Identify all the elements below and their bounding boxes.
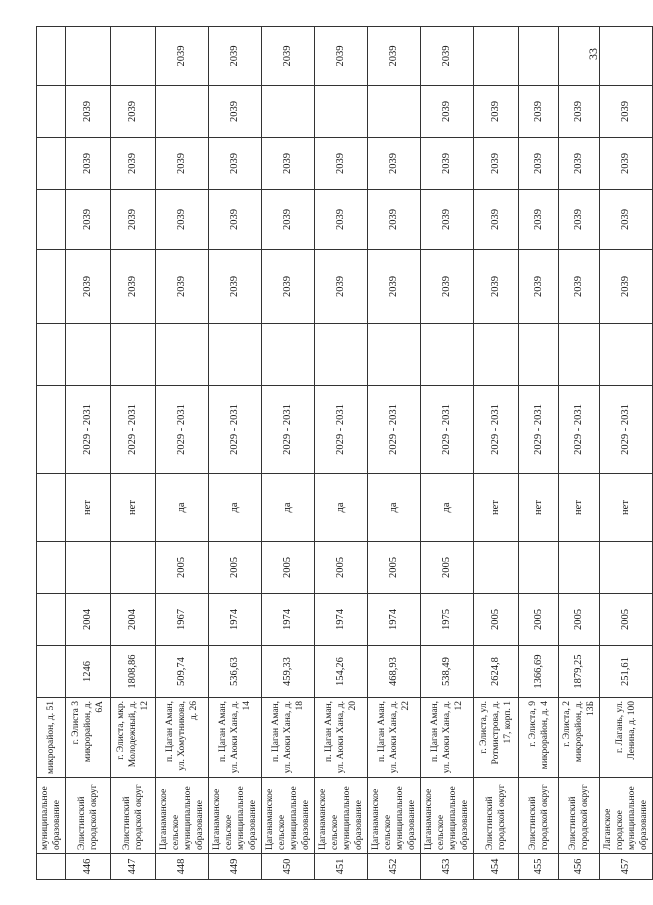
- cell-c5: [37, 86, 66, 138]
- cell-area: 1246: [66, 646, 111, 698]
- cell-mun: Элистинский городской округ: [111, 778, 156, 854]
- cell-c1: [474, 324, 519, 386]
- cell-addr: п. Цаган Аман, ул. Аюки Хана, д. 18: [262, 698, 315, 778]
- cell-c1: [421, 324, 474, 386]
- cell-mun: Цаганаманское сельское муниципальное образование: [262, 778, 315, 854]
- cell-area: 251,61: [600, 646, 653, 698]
- cell-area: 1808,86: [111, 646, 156, 698]
- cell-built: 1974: [315, 594, 368, 646]
- cell-c4: 2039: [315, 138, 368, 190]
- table-row: [262, 27, 315, 880]
- cell-need: нет: [559, 474, 600, 542]
- cell-c5: 2039: [600, 86, 653, 138]
- cell-c3: [37, 190, 66, 250]
- cell-c4: 2039: [559, 138, 600, 190]
- cell-mun: Элистинский городской округ: [66, 778, 111, 854]
- cell-period: 2029 - 2031: [262, 386, 315, 474]
- cell-need: нет: [111, 474, 156, 542]
- cell-mun: Цаганаманское сельское муниципальное образование: [421, 778, 474, 854]
- cell-last: [600, 542, 653, 594]
- cell-c3: 2039: [66, 190, 111, 250]
- cell-c1: [66, 324, 111, 386]
- cell-c3: 2039: [111, 190, 156, 250]
- cell-n: 452: [368, 854, 421, 880]
- table-row: [600, 27, 653, 880]
- cell-mun: Цаганаманское сельское муниципальное образование: [156, 778, 209, 854]
- cell-area: 1879,25: [559, 646, 600, 698]
- cell-built: 1974: [262, 594, 315, 646]
- cell-addr: г. Элиста, ул. Ротмистрова, д. 17, корп. 1: [474, 698, 519, 778]
- cell-need: [37, 474, 66, 542]
- cell-addr: г. Лагань, ул. Ленина, д. 100: [600, 698, 653, 778]
- cell-area: 2624,8: [474, 646, 519, 698]
- cell-c1: [156, 324, 209, 386]
- cell-area: 538,49: [421, 646, 474, 698]
- cell-c5: 2039: [474, 86, 519, 138]
- cell-c6: 2039: [368, 27, 421, 86]
- cell-addr: г. Элиста, мкр. Молодежный, д. 12: [111, 698, 156, 778]
- cell-c6: [111, 27, 156, 86]
- table-row: [559, 27, 600, 880]
- cell-need: да: [209, 474, 262, 542]
- table-row: [421, 27, 474, 880]
- cell-c5: 2039: [421, 86, 474, 138]
- cell-c3: 2039: [368, 190, 421, 250]
- page-number: 33: [586, 48, 600, 60]
- cell-c1: [519, 324, 559, 386]
- cell-n: 454: [474, 854, 519, 880]
- cell-n: 447: [111, 854, 156, 880]
- cell-c6: 2039: [315, 27, 368, 86]
- cell-built: 2004: [111, 594, 156, 646]
- rotated-table-sheet: [36, 27, 649, 880]
- cell-c5: 2039: [209, 86, 262, 138]
- cell-last: 2005: [315, 542, 368, 594]
- cell-n: 455: [519, 854, 559, 880]
- cell-c1: [209, 324, 262, 386]
- cell-c2: 2039: [519, 250, 559, 324]
- cell-last: 2005: [421, 542, 474, 594]
- cell-c3: 2039: [209, 190, 262, 250]
- cell-n: 453: [421, 854, 474, 880]
- cell-c2: 2039: [559, 250, 600, 324]
- cell-need: нет: [474, 474, 519, 542]
- table-row: [37, 27, 66, 880]
- cell-built: 2005: [600, 594, 653, 646]
- cell-area: 1366,69: [519, 646, 559, 698]
- cell-c1: [262, 324, 315, 386]
- cell-c2: 2039: [600, 250, 653, 324]
- cell-c4: 2039: [111, 138, 156, 190]
- cell-need: да: [315, 474, 368, 542]
- cell-c6: [66, 27, 111, 86]
- cell-mun: муниципальное образование: [37, 778, 66, 854]
- cell-c2: 2039: [111, 250, 156, 324]
- cell-period: 2029 - 2031: [421, 386, 474, 474]
- table-row: [315, 27, 368, 880]
- cell-c3: 2039: [421, 190, 474, 250]
- cell-c2: 2039: [421, 250, 474, 324]
- cell-mun: Цаганаманское сельское муниципальное образование: [209, 778, 262, 854]
- cell-area: [37, 646, 66, 698]
- cell-c3: 2039: [559, 190, 600, 250]
- cell-area: 154,26: [315, 646, 368, 698]
- cell-c4: 2039: [474, 138, 519, 190]
- cell-c6: 2039: [262, 27, 315, 86]
- table-row: [519, 27, 559, 880]
- cell-addr: п. Цаган Аман, ул. Аюки Хана, д. 22: [368, 698, 421, 778]
- cell-c3: 2039: [262, 190, 315, 250]
- cell-c6: 2039: [156, 27, 209, 86]
- cell-last: 2005: [368, 542, 421, 594]
- cell-built: 1974: [368, 594, 421, 646]
- cell-mun: Элистинский городской округ: [519, 778, 559, 854]
- cell-c5: 2039: [66, 86, 111, 138]
- cell-period: 2029 - 2031: [600, 386, 653, 474]
- table-body: [37, 27, 653, 880]
- cell-c1: [111, 324, 156, 386]
- cell-c3: 2039: [600, 190, 653, 250]
- cell-need: да: [156, 474, 209, 542]
- cell-c2: 2039: [368, 250, 421, 324]
- table-row: [368, 27, 421, 880]
- cell-addr: г. Элиста, 2 микрорайон, д. 13Б: [559, 698, 600, 778]
- cell-built: [37, 594, 66, 646]
- cell-c3: 2039: [156, 190, 209, 250]
- table-row: [209, 27, 262, 880]
- cell-addr: г. Элиста, 9 микрорайон, д. 4: [519, 698, 559, 778]
- cell-n: 451: [315, 854, 368, 880]
- cell-c4: 2039: [209, 138, 262, 190]
- cell-c4: 2039: [66, 138, 111, 190]
- cell-period: 2029 - 2031: [368, 386, 421, 474]
- cell-n: 446: [66, 854, 111, 880]
- cell-c2: 2039: [209, 250, 262, 324]
- cell-n: 456: [559, 854, 600, 880]
- cell-c5: [156, 86, 209, 138]
- cell-c5: [262, 86, 315, 138]
- cell-c2: 2039: [315, 250, 368, 324]
- cell-area: 468,93: [368, 646, 421, 698]
- cell-n: 450: [262, 854, 315, 880]
- cell-last: [37, 542, 66, 594]
- cell-mun: Элистинский городской округ: [474, 778, 519, 854]
- cell-last: 2005: [262, 542, 315, 594]
- cell-n: [37, 854, 66, 880]
- cell-c4: 2039: [519, 138, 559, 190]
- cell-c4: 2039: [600, 138, 653, 190]
- cell-period: 2029 - 2031: [156, 386, 209, 474]
- cell-last: 2005: [156, 542, 209, 594]
- cell-area: 509,74: [156, 646, 209, 698]
- cell-period: [37, 386, 66, 474]
- cell-need: нет: [519, 474, 559, 542]
- cell-mun: Цаганаманское сельское муниципальное образование: [315, 778, 368, 854]
- cell-built: 2005: [559, 594, 600, 646]
- cell-last: [474, 542, 519, 594]
- cell-c1: [368, 324, 421, 386]
- cell-c4: [37, 138, 66, 190]
- cell-addr: микрорайон, д. 51: [37, 698, 66, 778]
- cell-period: 2029 - 2031: [111, 386, 156, 474]
- cell-n: 457: [600, 854, 653, 880]
- cell-c4: 2039: [262, 138, 315, 190]
- cell-built: 1975: [421, 594, 474, 646]
- cell-need: да: [368, 474, 421, 542]
- cell-c2: 2039: [156, 250, 209, 324]
- cell-area: 459,33: [262, 646, 315, 698]
- cell-period: 2029 - 2031: [474, 386, 519, 474]
- cell-addr: п. Цаган Аман, ул. Аюки Хана, д. 20: [315, 698, 368, 778]
- cell-c5: 2039: [111, 86, 156, 138]
- cell-c6: [37, 27, 66, 86]
- cell-c5: 2039: [559, 86, 600, 138]
- cell-addr: п. Цаган Аман, ул. Хомутникова, д. 26: [156, 698, 209, 778]
- overhaul-schedule-table: [36, 26, 653, 880]
- cell-built: 2005: [519, 594, 559, 646]
- table-row: [111, 27, 156, 880]
- cell-last: [66, 542, 111, 594]
- cell-c4: 2039: [156, 138, 209, 190]
- cell-c3: 2039: [519, 190, 559, 250]
- cell-last: 2005: [209, 542, 262, 594]
- cell-c2: [37, 250, 66, 324]
- cell-period: 2029 - 2031: [209, 386, 262, 474]
- cell-c1: [37, 324, 66, 386]
- cell-mun: Лаганское городское муниципальное образование: [600, 778, 653, 854]
- cell-mun: Цаганаманское сельское муниципальное образование: [368, 778, 421, 854]
- cell-c4: 2039: [421, 138, 474, 190]
- cell-need: нет: [600, 474, 653, 542]
- cell-n: 448: [156, 854, 209, 880]
- cell-area: 536,63: [209, 646, 262, 698]
- cell-c1: [315, 324, 368, 386]
- cell-c5: [368, 86, 421, 138]
- cell-c2: 2039: [66, 250, 111, 324]
- cell-c1: [559, 324, 600, 386]
- cell-c5: 2039: [519, 86, 559, 138]
- table-row: [156, 27, 209, 880]
- cell-period: 2029 - 2031: [559, 386, 600, 474]
- cell-last: [111, 542, 156, 594]
- cell-need: да: [262, 474, 315, 542]
- cell-n: 449: [209, 854, 262, 880]
- cell-last: [559, 542, 600, 594]
- cell-c6: [519, 27, 559, 86]
- cell-built: 1974: [209, 594, 262, 646]
- cell-last: [519, 542, 559, 594]
- cell-c6: [474, 27, 519, 86]
- cell-built: 2005: [474, 594, 519, 646]
- cell-need: да: [421, 474, 474, 542]
- cell-period: 2029 - 2031: [315, 386, 368, 474]
- cell-c1: [600, 324, 653, 386]
- cell-c6: 2039: [209, 27, 262, 86]
- cell-c3: 2039: [315, 190, 368, 250]
- cell-c4: 2039: [368, 138, 421, 190]
- cell-mun: Элистинский городской округ: [559, 778, 600, 854]
- cell-c2: 2039: [262, 250, 315, 324]
- cell-c6: [600, 27, 653, 86]
- cell-addr: г. Элиста 3 микрорайон, д. 6А: [66, 698, 111, 778]
- table-row: [474, 27, 519, 880]
- cell-addr: п. Цаган Аман, ул. Аюки Хана, д. 14: [209, 698, 262, 778]
- table-row: [66, 27, 111, 880]
- cell-need: нет: [66, 474, 111, 542]
- cell-addr: п. Цаган Аман, ул. Аюки Хана, д. 12: [421, 698, 474, 778]
- cell-c5: [315, 86, 368, 138]
- cell-period: 2029 - 2031: [519, 386, 559, 474]
- cell-built: 2004: [66, 594, 111, 646]
- cell-period: 2029 - 2031: [66, 386, 111, 474]
- cell-c2: 2039: [474, 250, 519, 324]
- cell-built: 1967: [156, 594, 209, 646]
- cell-c3: 2039: [474, 190, 519, 250]
- cell-c6: 2039: [421, 27, 474, 86]
